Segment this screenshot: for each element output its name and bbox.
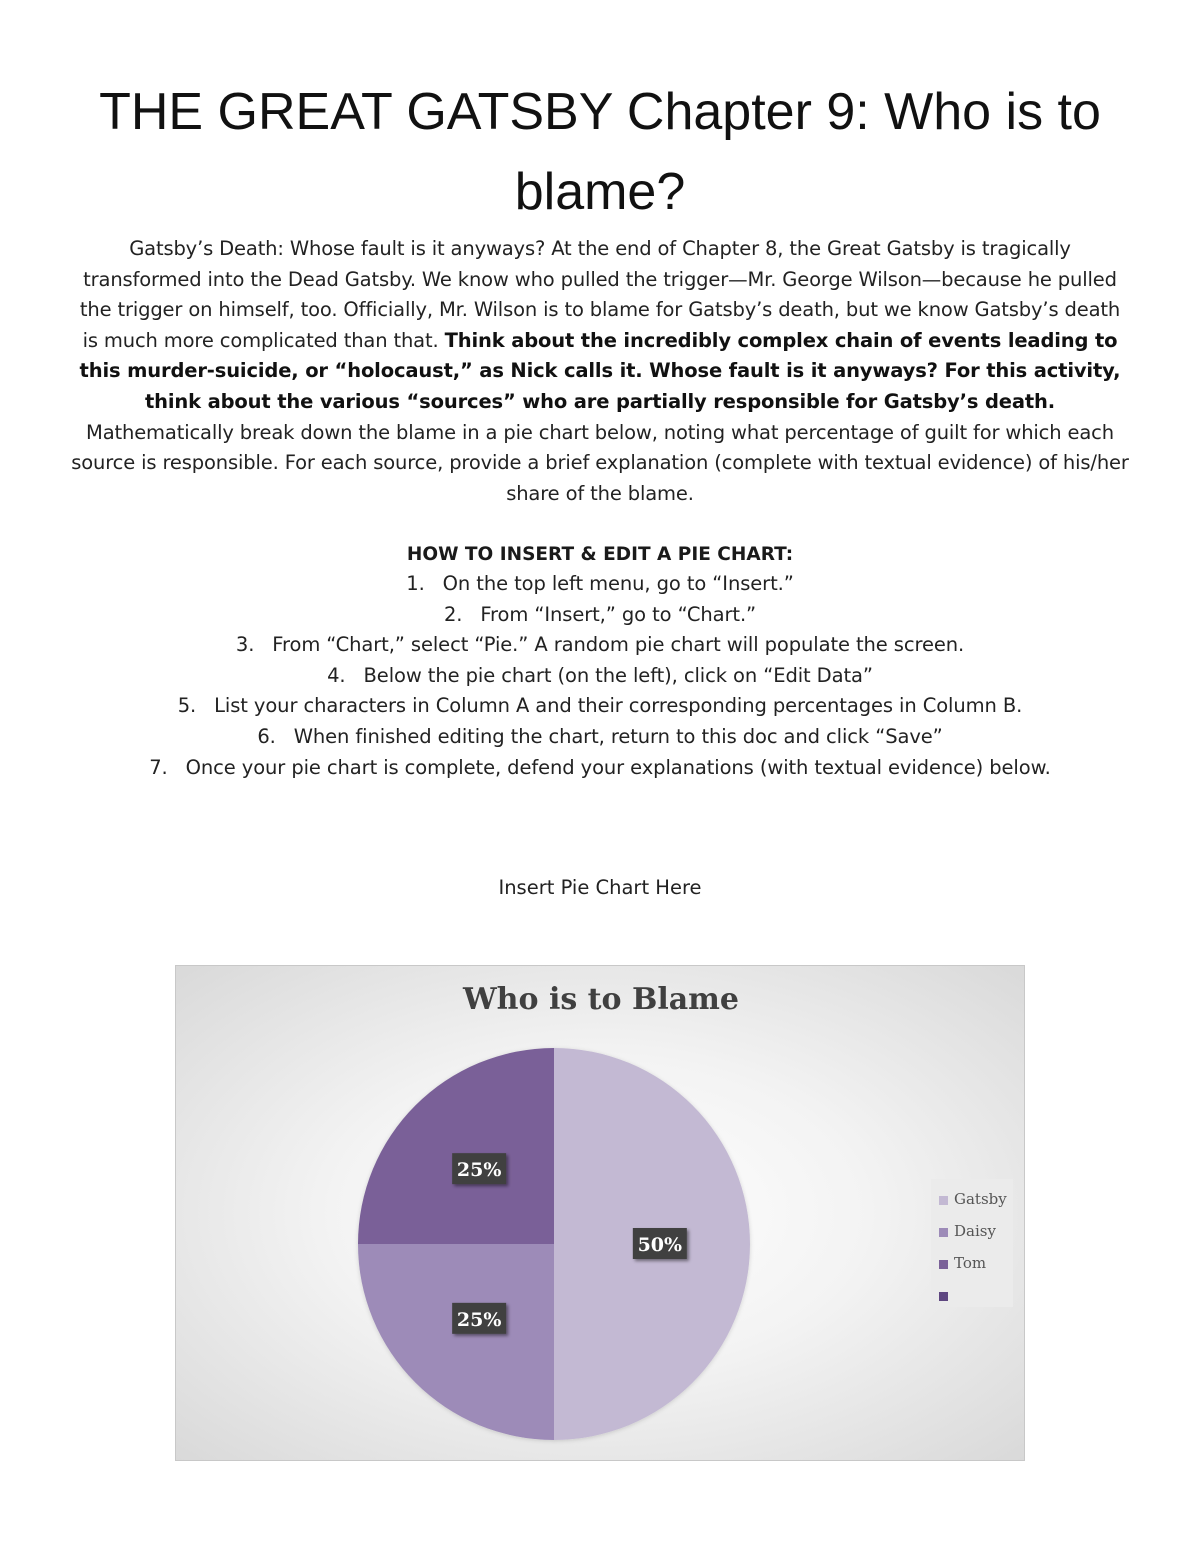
intro-text-1: Gatsby’s Death: Whose fault is it anyways? At the end of Chapter 8, the Great Gatsby is tragically transformed into the Dead Gatsby. We know who pulled the trigger—Mr. George Wilson—because he pulled the trigger on himself, too. Officially, Mr. Wilson is to blame for Gatsby’s death, but we know Gatsby’s death is much more complicated than that. [79, 237, 1121, 352]
step-item [100, 600, 1100, 631]
insert-chart-label: Insert Pie Chart Here [498, 876, 702, 899]
step-text: Once your pie chart is complete, defend your explanations (with textual evidence) below. [185, 755, 1051, 779]
legend-swatch [939, 1260, 948, 1269]
pie-slice-tom[interactable] [358, 1048, 554, 1244]
step-number: 6. [257, 724, 276, 748]
data-label-text: 50% [637, 1234, 683, 1256]
legend-item-daisy [939, 1215, 1013, 1247]
step-text: List your characters in Column A and their corresponding percentages in Column B. [214, 694, 1023, 718]
step-item [100, 722, 1100, 753]
legend-label: Daisy [954, 1222, 996, 1240]
pie-slice-daisy[interactable] [358, 1244, 554, 1440]
chart-legend [931, 1179, 1013, 1307]
data-label [633, 1228, 687, 1259]
step-item [100, 661, 1100, 692]
data-label [452, 1303, 506, 1334]
step-item [100, 753, 1100, 784]
pie-chart[interactable] [175, 965, 1025, 1461]
legend-swatch [939, 1228, 948, 1237]
document-title: THE GREAT GATSBY Chapter 9: Who is to blame? [99, 83, 1101, 221]
legend-item-gatsby [939, 1183, 1013, 1215]
step-number: 3. [235, 633, 255, 657]
step-item [100, 630, 1100, 661]
step-text: When finished editing the chart, return to this doc and click “Save” [293, 724, 943, 748]
howto-steps-list [100, 569, 1100, 783]
chart-title: Who is to Blame [462, 982, 740, 1017]
data-label-text: 25% [456, 1308, 502, 1331]
data-label [452, 1153, 506, 1184]
legend-swatch [939, 1292, 948, 1301]
intro-paragraph [70, 234, 1130, 509]
step-number: 1. [406, 572, 425, 595]
legend-item-tom [939, 1247, 1013, 1279]
step-number: 7. [149, 755, 168, 779]
pie-chart-plot [176, 966, 1026, 1462]
step-item [100, 569, 1100, 600]
step-text: On the top left menu, go to “Insert.” [442, 572, 794, 595]
step-number: 2. [443, 602, 463, 626]
legend-item-empty [939, 1279, 1013, 1311]
intro-bold-text: Think about the incredibly complex chain of events leading to this murder-suicide, or “holocaust,” as Nick calls it. Whose fault is it anyways? For this activity, think about the various “sources” who are partially responsible for Gatsby’s death. [79, 328, 1121, 413]
step-item [100, 691, 1100, 722]
legend-swatch [939, 1196, 948, 1205]
legend-label: Tom [954, 1254, 987, 1272]
intro-text-2: Mathematically break down the blame in a pie chart below, noting what percentage of guilt for which each source is responsible. For each source, provide a brief explanation (complete with textual evidence) of his/her share of the blame. [71, 420, 1129, 505]
step-number: 5. [177, 694, 197, 718]
step-number: 4. [327, 663, 346, 687]
data-label-text: 25% [456, 1159, 502, 1182]
step-text: From “Chart,” select “Pie.” A random pie chart will populate the screen. [272, 633, 965, 657]
howto-heading: HOW TO INSERT & EDIT A PIE CHART: [406, 544, 794, 565]
legend-label: Gatsby [954, 1190, 1007, 1208]
step-text: From “Insert,” go to “Chart.” [480, 602, 757, 626]
step-text: Below the pie chart (on the left), click on “Edit Data” [363, 663, 873, 687]
